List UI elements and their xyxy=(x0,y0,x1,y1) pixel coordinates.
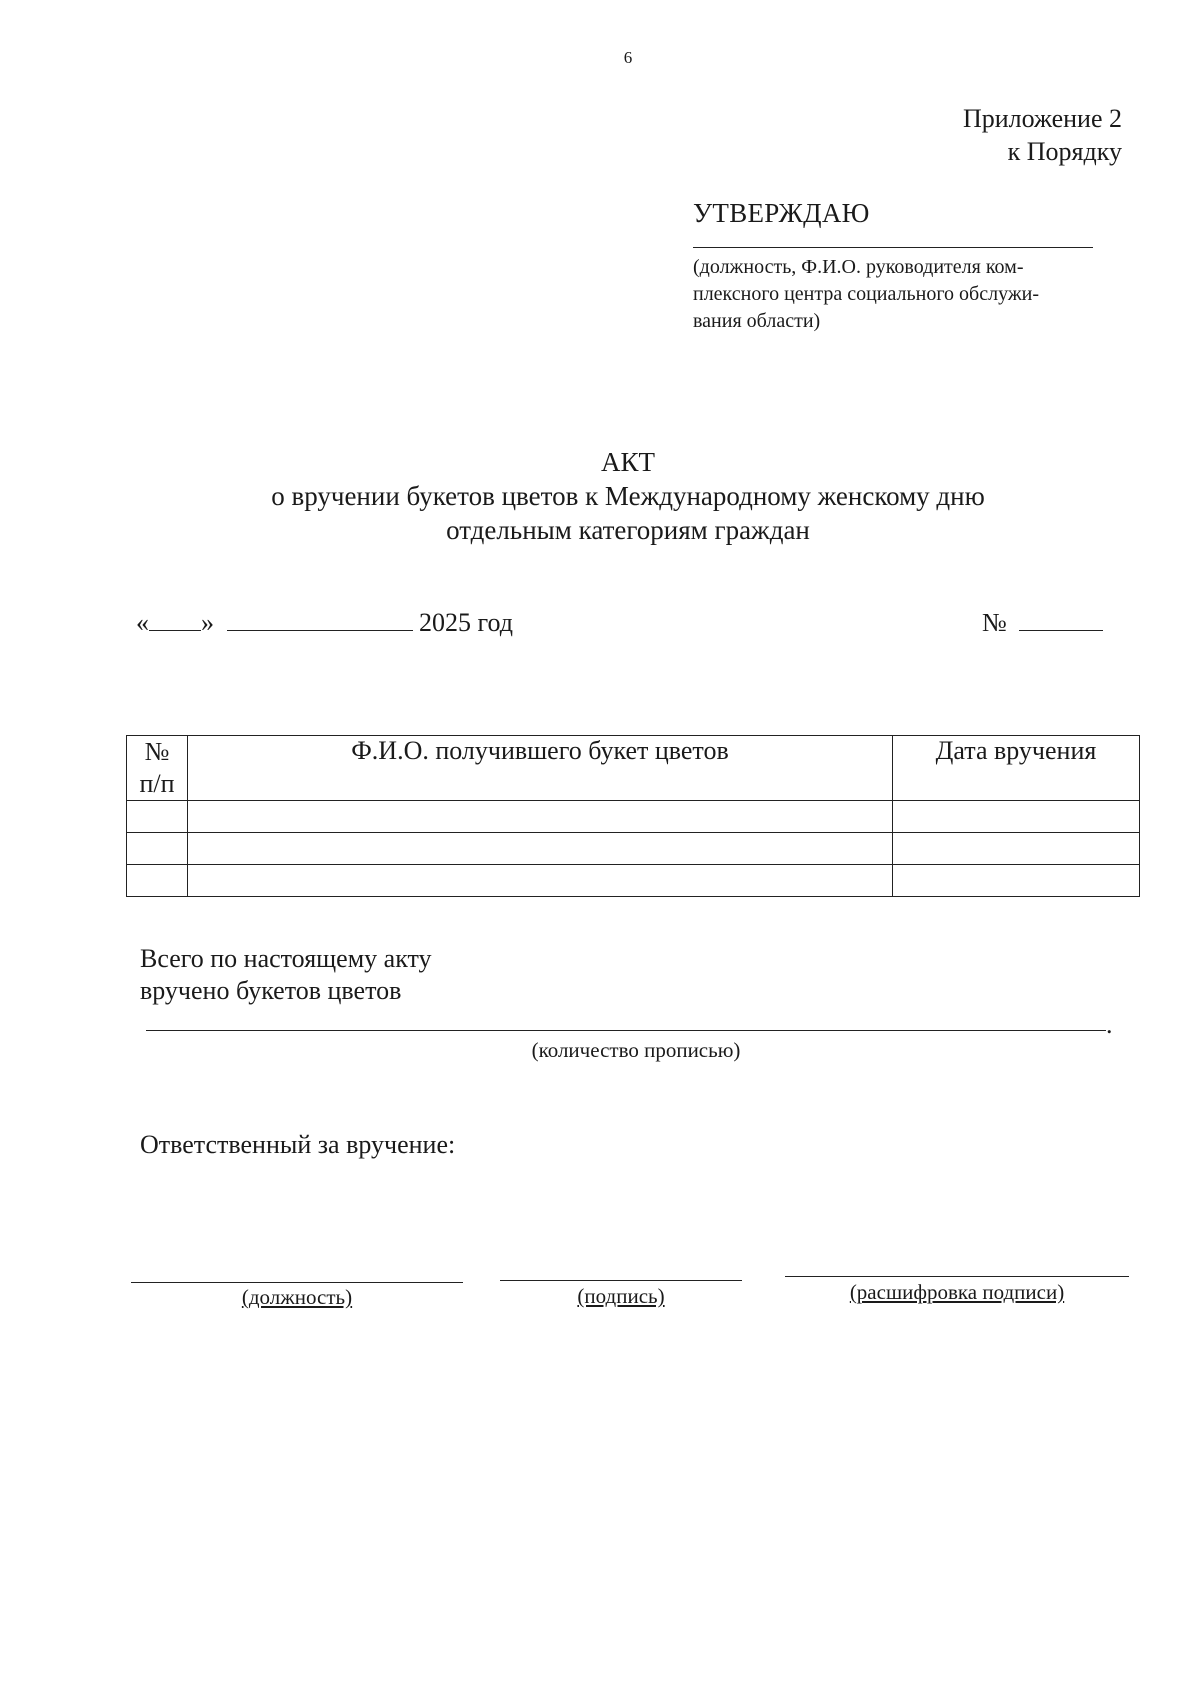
approval-caption-line-3: вания области) xyxy=(693,310,821,332)
appendix-line-2: к Порядку xyxy=(1007,137,1122,166)
year-text: 2025 год xyxy=(419,608,513,637)
appendix-reference xyxy=(963,102,1122,168)
row-number-cell[interactable] xyxy=(127,865,188,897)
page-number: 6 xyxy=(623,48,633,67)
row-date-cell[interactable] xyxy=(893,801,1140,833)
signature-line[interactable] xyxy=(500,1280,742,1281)
approval-caption-line-1: (должность, Ф.И.О. руководителя ком- xyxy=(693,256,1024,278)
header-recipient-name: Ф.И.О. получившего букет цветов xyxy=(188,736,893,801)
table-row xyxy=(127,833,1140,865)
row-date-cell[interactable] xyxy=(893,833,1140,865)
decoding-signature-line[interactable] xyxy=(785,1276,1129,1277)
row-number-cell[interactable] xyxy=(127,801,188,833)
position-signature-line[interactable] xyxy=(131,1282,463,1283)
row-name-cell[interactable] xyxy=(188,801,893,833)
approval-title: УТВЕРЖДАЮ xyxy=(693,198,870,228)
total-statement xyxy=(140,943,432,1007)
close-quote: » xyxy=(201,608,214,637)
header-delivery-date: Дата вручения xyxy=(893,736,1140,801)
total-line-2: вручено букетов цветов xyxy=(140,976,402,1005)
approval-block xyxy=(693,198,1113,335)
act-title: АКТ xyxy=(601,447,655,477)
total-line-1: Всего по настоящему акту xyxy=(140,944,432,973)
row-number-cell[interactable] xyxy=(127,833,188,865)
day-blank[interactable] xyxy=(149,629,201,631)
act-number-blank[interactable] xyxy=(1019,629,1103,631)
header-number-line-2: п/п xyxy=(139,769,175,798)
header-number-line-1: № xyxy=(144,737,170,766)
total-quantity-caption: (количество прописью) xyxy=(531,1038,741,1062)
approval-signature-line xyxy=(693,247,1093,248)
appendix-line-1: Приложение 2 xyxy=(962,104,1122,133)
position-caption: (должность) xyxy=(241,1285,353,1309)
table-row xyxy=(127,801,1140,833)
header-number xyxy=(127,736,188,801)
signature-caption: (подпись) xyxy=(577,1284,665,1308)
act-subtitle-line-2: отдельным категориям граждан xyxy=(446,515,810,545)
responsible-label: Ответственный за вручение: xyxy=(140,1130,456,1159)
row-date-cell[interactable] xyxy=(893,865,1140,897)
act-date-row xyxy=(136,608,513,638)
total-end-mark: . xyxy=(1106,1010,1113,1039)
approval-caption xyxy=(693,254,1123,335)
open-quote: « xyxy=(136,608,149,637)
table-row xyxy=(127,865,1140,897)
total-quantity-blank[interactable] xyxy=(146,1030,1106,1031)
act-number-row xyxy=(982,608,1103,638)
row-name-cell[interactable] xyxy=(188,865,893,897)
approval-caption-line-2: плексного центра социального обслужи- xyxy=(693,283,1040,305)
month-blank[interactable] xyxy=(227,629,413,631)
number-sign: № xyxy=(982,608,1007,637)
table-header-row xyxy=(127,736,1140,801)
act-subtitle-line-1: о вручении букетов цветов к Международному женскому дню xyxy=(271,481,985,511)
decoding-caption: (расшифровка подписи) xyxy=(849,1280,1065,1304)
act-heading xyxy=(0,445,1200,547)
row-name-cell[interactable] xyxy=(188,833,893,865)
recipients-table xyxy=(126,735,1140,897)
